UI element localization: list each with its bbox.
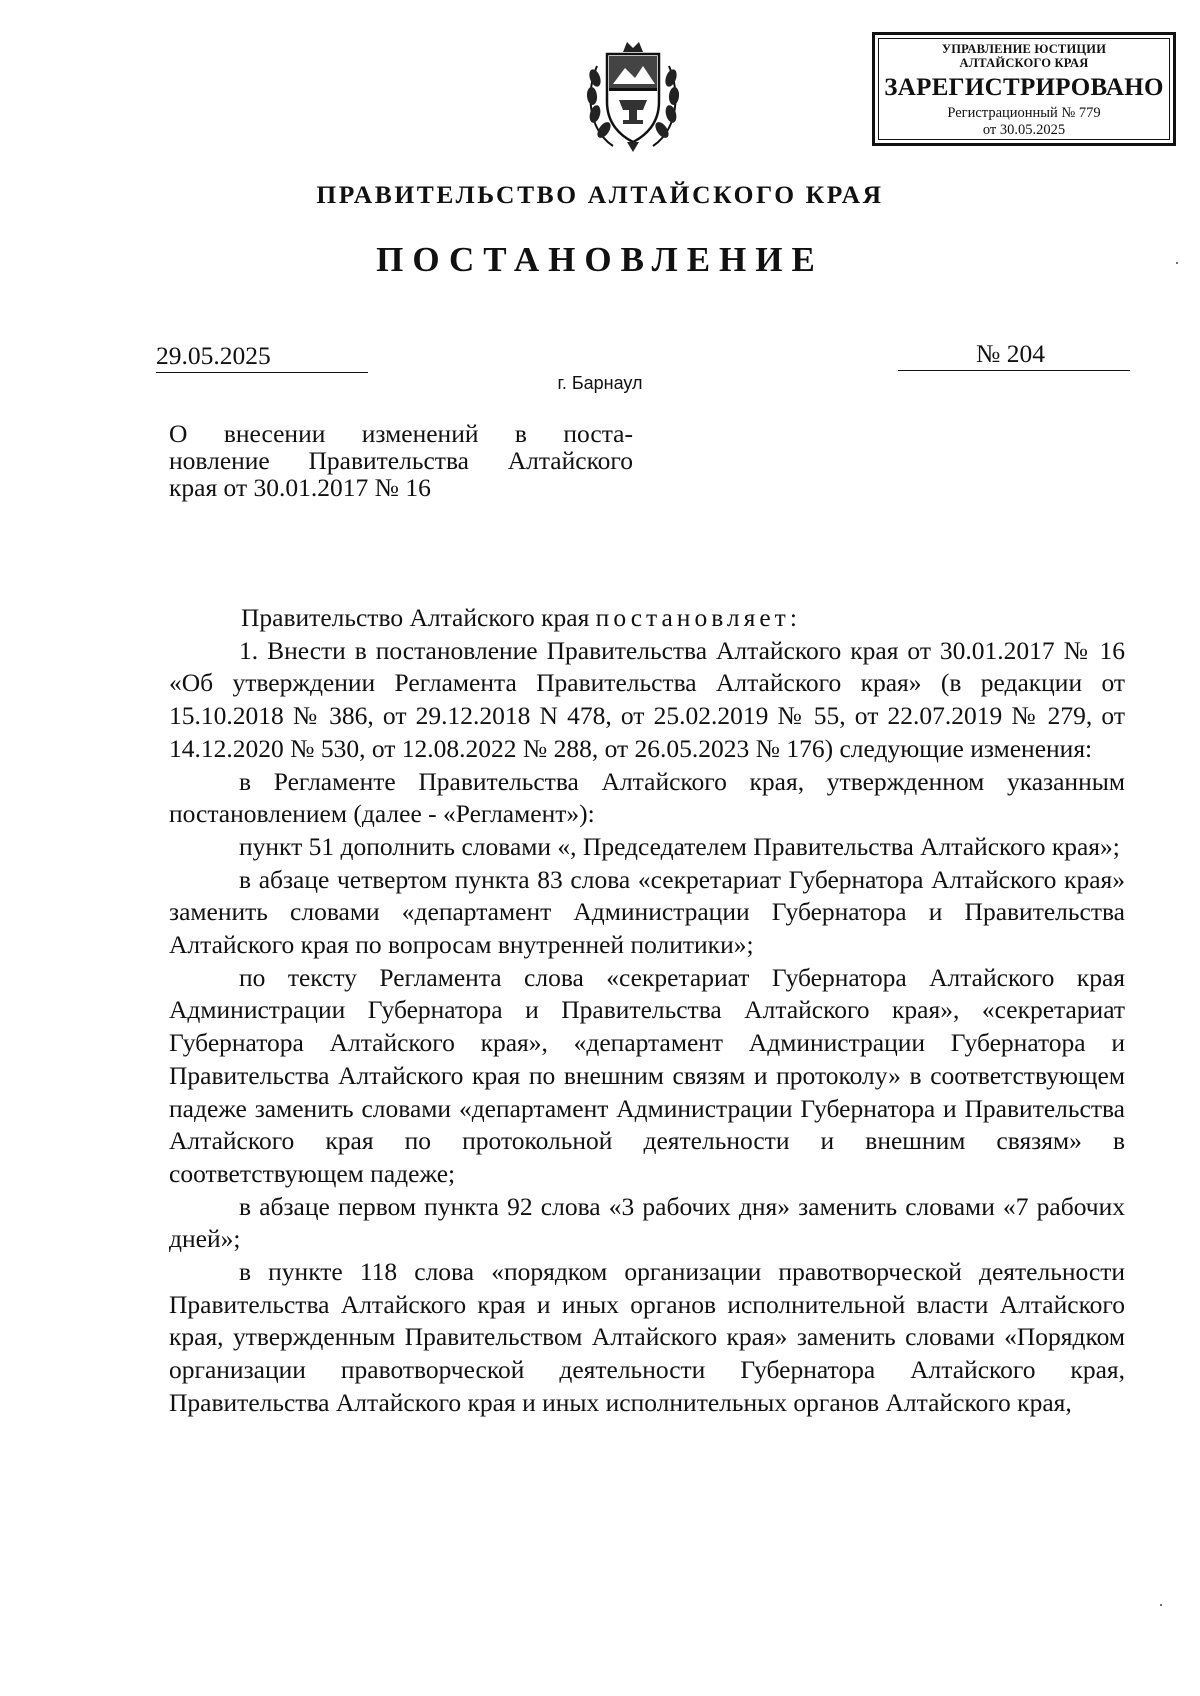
stamp-org-line2: АЛТАЙСКОГО КРАЯ xyxy=(959,56,1089,70)
body-paragraph: в пункте 118 слова «порядком организации правотворческой деятельности Правительства Алтайского края и иных органов исполнительной власти Алтайского края, утвержденным Правительством Алтайского края» заменить словами «Порядком организации правотворческой деятельности Губернатора Алтайского края, Правительства Алтайского края и иных исполнительных органов Алтайского края, xyxy=(169,1257,1125,1417)
body-paragraph: по тексту Регламента слова «секретариат Губернатора Алтайского края Администрации Губернатора и Правительства Алтайского края», «секретариат Губернатора Алтайского края», «департамент Администрации Губернатора и Правительства Алтайского края по внешним связям и протоколу» в соответствующем падеже заменить словами «департамент Администрации Губернатора и Правительства Алтайского края по протокольной деятельности и внешним связям» в соответствующем падеже; xyxy=(169,962,1125,1188)
subject-line: О внесении изменений в поста- xyxy=(169,419,633,448)
preamble-colon: : xyxy=(789,603,797,632)
body-paragraph: в абзаце четвертом пункта 83 слова «секретариат Губернатора Алтайского края» заменить словами «департамент Администрации Губернатора и Правительства Алтайского края по вопросам внутренней политики»; xyxy=(169,864,1125,960)
government-title: ПРАВИТЕЛЬСТВО АЛТАЙСКОГО КРАЯ xyxy=(316,180,884,209)
document-city: г. Барнаул xyxy=(557,373,643,393)
scan-speck xyxy=(1160,1604,1162,1606)
altai-krai-coat-of-arms-icon xyxy=(583,38,683,156)
document-body xyxy=(169,602,1125,1420)
stamp-reg-date: от 30.05.2025 xyxy=(982,122,1066,138)
document-number-field xyxy=(898,338,1130,371)
document-number: № 204 xyxy=(976,339,1045,368)
body-paragraph: 1. Внести в постановление Правительства Алтайского края от 30.01.2017 № 16 «Об утверждении Регламента Правительства Алтайского края» (в редакции от 15.10.2018 № 386, от 29.12.2018 N 478, от 25.02.2019 № 55, от 22.07.2019 № 279, от 14.12.2020 № 530, от 12.08.2022 № 288, от 26.05.2023 № 176) следующие изменения: xyxy=(169,635,1125,763)
document-date: 29.05.2025 xyxy=(156,340,368,373)
document-subject xyxy=(169,420,633,501)
stamp-org-line1: УПРАВЛЕНИЕ ЮСТИЦИИ xyxy=(941,42,1107,56)
subject-line: новление Правительства Алтайского xyxy=(169,446,633,475)
document-type-title: ПОСТАНОВЛЕНИЕ xyxy=(376,240,824,279)
preamble-spaced-word: постановляет xyxy=(595,603,790,632)
stamp-status: ЗАРЕГИСТРИРОВАНО xyxy=(884,74,1164,101)
body-paragraph-preamble xyxy=(169,602,1125,635)
scan-speck xyxy=(1176,262,1178,264)
registration-stamp xyxy=(872,32,1176,146)
body-paragraph: в абзаце первом пункта 92 слова «3 рабочих дня» заменить словами «7 рабочих дней»; xyxy=(169,1191,1125,1254)
preamble-text: Правительство Алтайского края xyxy=(241,603,596,632)
stamp-reg-number: Регистрационный № 779 xyxy=(947,105,1101,121)
body-paragraph: пункт 51 дополнить словами «, Председателем Правительства Алтайского края»; xyxy=(239,831,1120,861)
body-paragraph: в Регламенте Правительства Алтайского края, утвержденном указанным постановлением (далее - «Регламент»): xyxy=(169,766,1125,829)
subject-line: края от 30.01.2017 № 16 xyxy=(169,473,431,502)
